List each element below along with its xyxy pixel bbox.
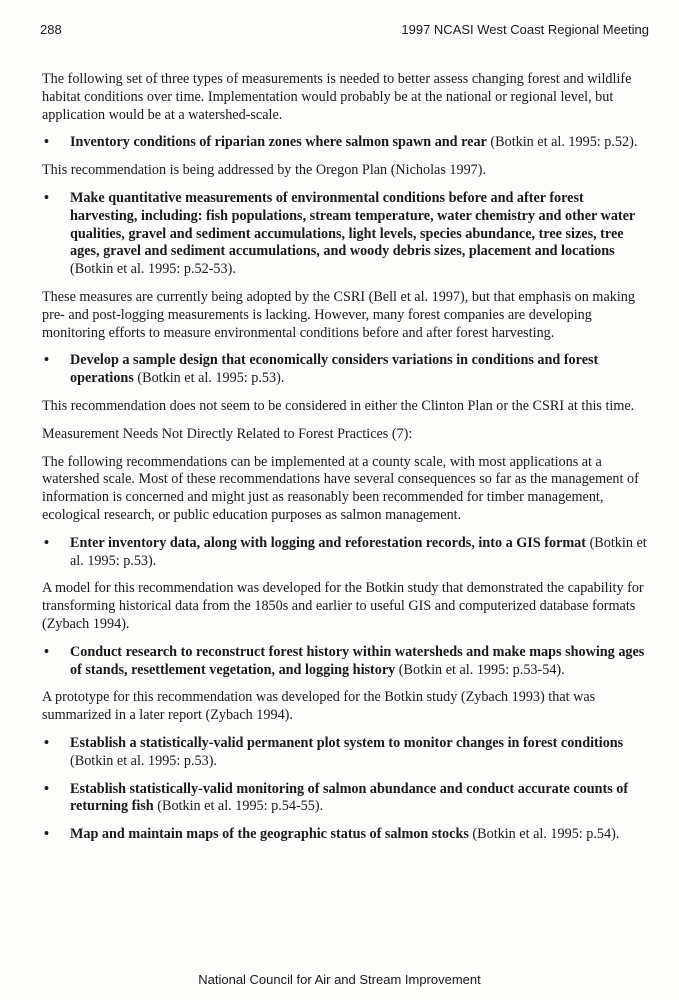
bullet-bold-text: Establish statistically-valid monitoring of salmon abundance and conduct accurate counts of returning fish bbox=[70, 780, 629, 815]
bullet-bold-text: Inventory conditions of riparian zones where salmon spawn and rear bbox=[70, 134, 487, 151]
citation: (Botkin et al. 1995: p.53). bbox=[70, 752, 217, 769]
meeting-title: 1997 NCASI West Coast Regional Meeting bbox=[401, 22, 649, 37]
bullet-bold-text: Map and maintain maps of the geographic status of salmon stocks bbox=[70, 826, 469, 843]
bullet-bold-text: Develop a sample design that economically considers variations in conditions and forest operations bbox=[70, 352, 599, 387]
bullet-item bbox=[42, 644, 648, 680]
bullet-marker: • bbox=[44, 734, 49, 751]
paragraph: The following recommendations can be implemented at a county scale, with most applications at a watershed scale. Most of these recommendations have several consequences so far as the management of information is concerned and might just as reasonably been recommended for timber management, ecological research, or public education purposes as salmon management. bbox=[42, 453, 639, 523]
bullet-text bbox=[70, 826, 648, 844]
bullet-item bbox=[42, 134, 648, 152]
page-footer: National Council for Air and Stream Improvement bbox=[198, 972, 481, 987]
paragraph: These measures are currently being adopted by the CSRI (Bell et al. 1997), but that emphasis on making pre- and post-logging measurements is lacking. However, many forest companies are developing monitoring efforts to measure environmental conditions before and after forest harvesting. bbox=[42, 288, 635, 341]
page-number: 288 bbox=[40, 22, 62, 37]
bullet-marker: • bbox=[44, 780, 49, 797]
citation: (Botkin et al. 1995: p.53-54). bbox=[395, 661, 565, 678]
citation: (Botkin et al. 1995: p.52). bbox=[486, 134, 638, 151]
bullet-marker: • bbox=[44, 352, 49, 369]
citation: (Botkin et al. 1995: p.54). bbox=[468, 826, 620, 843]
bullet-text bbox=[70, 190, 648, 279]
paragraph: A prototype for this recommendation was developed for the Botkin study (Zybach 1993) that was summarized in a later report (Zybach 1994). bbox=[42, 689, 596, 724]
paragraph: This recommendation does not seem to be considered in either the Clinton Plan or the CSRI at this time. bbox=[42, 397, 635, 414]
bullet-bold-text: Conduct research to reconstruct forest history within watersheds and make maps showing ages of stands, resettlement vegetation, and logging history bbox=[70, 643, 645, 678]
bullet-text bbox=[70, 735, 648, 771]
bullet-bold-text: Establish a statistically-valid permanent plot system to monitor changes in forest conditions bbox=[70, 734, 624, 751]
citation: (Botkin et al. 1995: p.53). bbox=[133, 370, 285, 387]
page-header bbox=[40, 22, 649, 42]
bullet-item bbox=[42, 190, 648, 279]
bullet-text bbox=[70, 535, 648, 571]
bullet-marker: • bbox=[44, 643, 49, 660]
citation: (Botkin et al. 1995: p.54-55). bbox=[153, 798, 324, 815]
paragraph: The following set of three types of measurements is needed to better assess changing forest and wildlife habitat conditions over time. Implementation would probably be at the national or regional level, but application would be at a watershed-scale. bbox=[42, 71, 632, 123]
bullet-marker: • bbox=[44, 189, 49, 206]
paragraph: A model for this recommendation was developed for the Botkin study that demonstrated the capability for transforming historical data from the 1850s and earlier to useful GIS and computerized database formats (Zybach 1994). bbox=[42, 580, 644, 632]
paragraph: This recommendation is being addressed by the Oregon Plan (Nicholas 1997). bbox=[42, 162, 487, 179]
bullet-text bbox=[70, 644, 648, 680]
citation: (Botkin et al. 1995: p.52-53). bbox=[70, 261, 236, 278]
bullet-bold-text: Make quantitative measurements of environmental conditions before and after forest harvesting, including: fish populations, stream temperature, water chemistry and other water qualities, gravel and sediment accumulations, light levels, species abundance, tree sizes, tree ages, gravel and sediment accumulations, and woody debris sizes, placement and locations bbox=[70, 189, 635, 260]
bullet-marker: • bbox=[44, 134, 49, 151]
section-heading: Measurement Needs Not Directly Related to Forest Practices (7): bbox=[42, 425, 413, 442]
bullet-item bbox=[42, 352, 648, 388]
bullet-item bbox=[42, 535, 648, 571]
bullet-text bbox=[70, 352, 648, 388]
bullet-item bbox=[42, 826, 648, 844]
bullet-marker: • bbox=[44, 826, 49, 843]
bullet-bold-text: Enter inventory data, along with logging and reforestation records, into a GIS format bbox=[70, 534, 587, 551]
citation: (Botkin et al. 1995: p.53). bbox=[70, 534, 647, 569]
bullet-marker: • bbox=[44, 534, 49, 551]
bullet-text bbox=[70, 781, 648, 817]
bullet-item bbox=[42, 781, 648, 817]
bullet-text bbox=[70, 134, 648, 152]
document-body bbox=[42, 71, 648, 854]
bullet-item bbox=[42, 735, 648, 771]
